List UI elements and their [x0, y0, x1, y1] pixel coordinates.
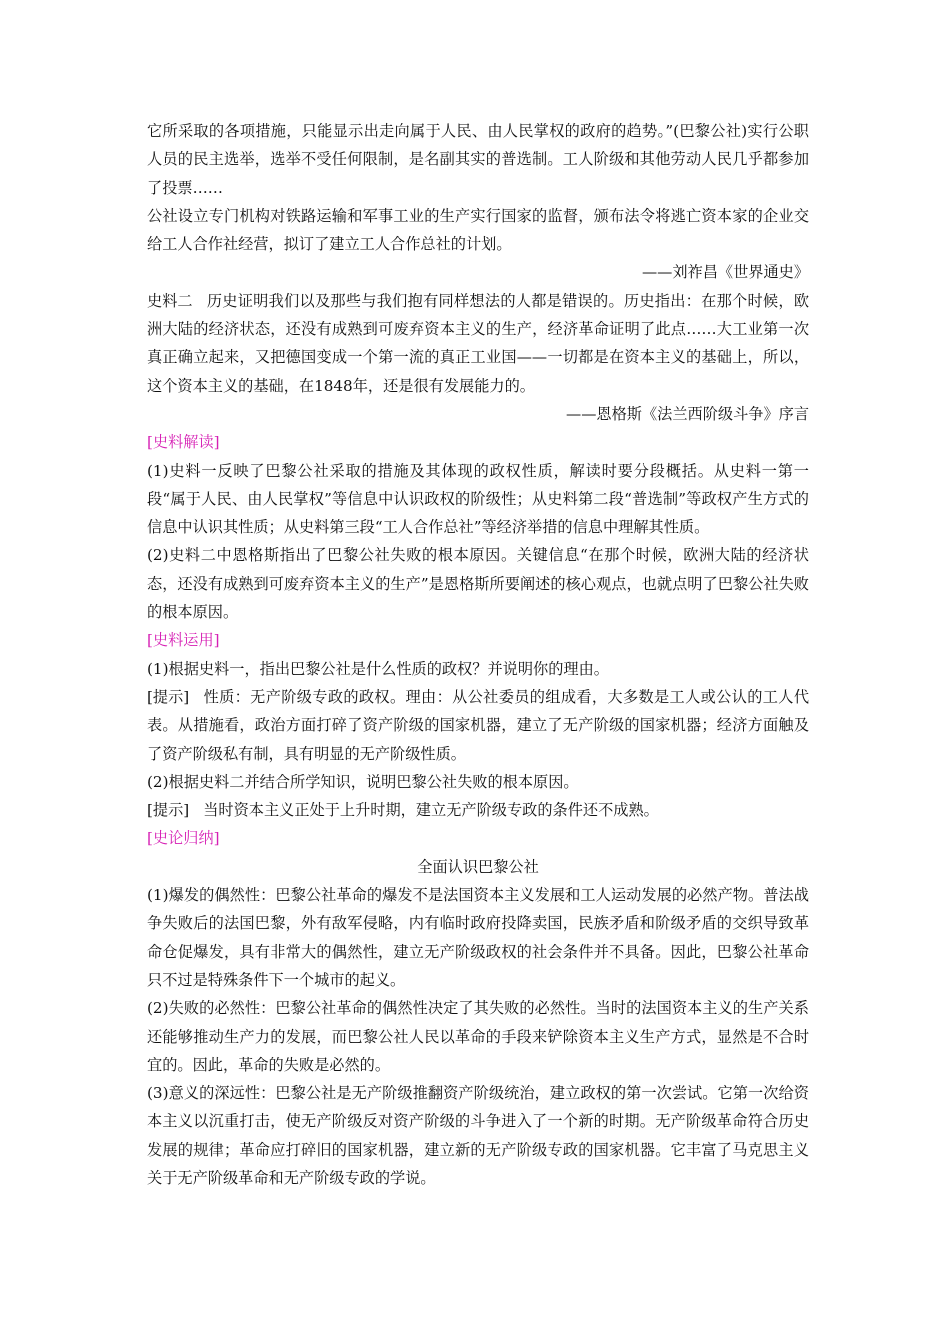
interpretation-item-1: (1)史料一反映了巴黎公社采取的措施及其体现的政权性质，解读时要分段概括。从史料一第一段“属于人民、由人民掌权”等信息中认识政权的阶级性；从史料第二段“普选制”等政权产生方式的信息中认识其性质；从史料第三段“工人合作总社”等经济举措的信息中理解其性质。 — [147, 461, 809, 537]
source2-paragraph — [147, 287, 809, 400]
source2-text: 历史证明我们以及那些与我们抱有同样想法的人都是错误的。历史指出：在那个时候，欧洲大陆的经济状态，还没有成熟到可废弃资本主义的生产，经济革命证明了此点……大工业第一次真正确立起来，又把德国变成一个第一流的真正工业国——一切都是在资本主义的基础上，所以，这个资本主义的基础，在1848年，还是很有发展能力的。 — [147, 291, 809, 395]
source1-paragraph-2: 公社设立专门机构对铁路运输和军事工业的生产实行国家的监督，颁布法令将逃亡资本家的企业交给工人合作社经营，拟订了建立工人合作总社的计划。 — [147, 206, 809, 254]
application-question-1: (1)根据史料一，指出巴黎公社是什么性质的政权？并说明你的理由。 — [147, 659, 609, 678]
summary-item-1: (1)爆发的偶然性：巴黎公社革命的爆发不是法国资本主义发展和工人运动发展的必然产物。普法战争失败后的法国巴黎，外有敌军侵略，内有临时政府投降卖国，民族矛盾和阶级矛盾的交织导致革命仓促爆发，具有非常大的偶然性，建立无产阶级政权的社会条件并不具备。因此，巴黎公社革命只不过是特殊条件下一个城市的起义。 — [147, 886, 809, 989]
summary-heading: [史论归纳] — [147, 829, 220, 848]
application-heading: [史料运用] — [147, 631, 220, 650]
summary-item-3: (3)意义的深远性：巴黎公社是无产阶级推翻资产阶级统治，建立政权的第一次尝试。它第一次给资本主义以沉重打击，使无产阶级反对资产阶级的斗争进入了一个新的时期。无产阶级革命符合历史发展的规律；革命应打碎旧的国家机器，建立新的无产阶级专政的国家机器。它丰富了马克思主义关于无产阶级革命和无产阶级专政的学说。 — [147, 1084, 809, 1187]
hint-label: [提示] — [147, 801, 190, 820]
application-answer-2 — [147, 796, 809, 824]
interpretation-heading: [史料解读] — [147, 433, 220, 452]
source1-paragraph-1: 它所采取的各项措施，只能显示出走向属于人民、由人民掌权的政府的趋势。”(巴黎公社)实行公职人员的民主选举，选举不受任何限制，是名副其实的普选制。工人阶级和其他劳动人民几乎都参加了投票…… — [147, 122, 809, 197]
application-answer-1 — [147, 683, 809, 768]
hint-label: [提示] — [147, 687, 190, 706]
summary-title: 全面认识巴黎公社 — [417, 857, 539, 876]
source2-citation: ——恩格斯《法兰西阶级斗争》序言 — [566, 404, 809, 423]
source1-citation: ——刘祚昌《世界通史》 — [641, 263, 809, 282]
summary-item-2: (2)失败的必然性：巴黎公社革命的偶然性决定了其失败的必然性。当时的法国资本主义的生产关系还能够推动生产力的发展，而巴黎公社人民以革命的手段来铲除资本主义生产方式，显然是不合时宜的。因此，革命的失败是必然的。 — [147, 999, 809, 1074]
interpretation-item-2: (2)史料二中恩格斯指出了巴黎公社失败的根本原因。关键信息“在那个时候，欧洲大陆的经济状态，还没有成熟到可废弃资本主义的生产”是恩格斯所要阐述的核心观点，也就点明了巴黎公社失败的根本原因。 — [147, 546, 809, 622]
source2-label: 史料二 — [147, 291, 193, 310]
application-answer-1-text: 性质：无产阶级专政的政权。理由：从公社委员的组成看，大多数是工人或公认的工人代表。从措施看，政治方面打碎了资产阶级的国家机器，建立了无产阶级的国家机器；经济方面触及了资产阶级私有制，具有明显的无产阶级性质。 — [147, 687, 809, 763]
application-answer-2-text: 当时资本主义正处于上升时期，建立无产阶级专政的条件还不成熟。 — [203, 801, 659, 820]
application-question-2: (2)根据史料二并结合所学知识，说明巴黎公社失败的根本原因。 — [147, 772, 579, 791]
document-page — [147, 117, 809, 1192]
